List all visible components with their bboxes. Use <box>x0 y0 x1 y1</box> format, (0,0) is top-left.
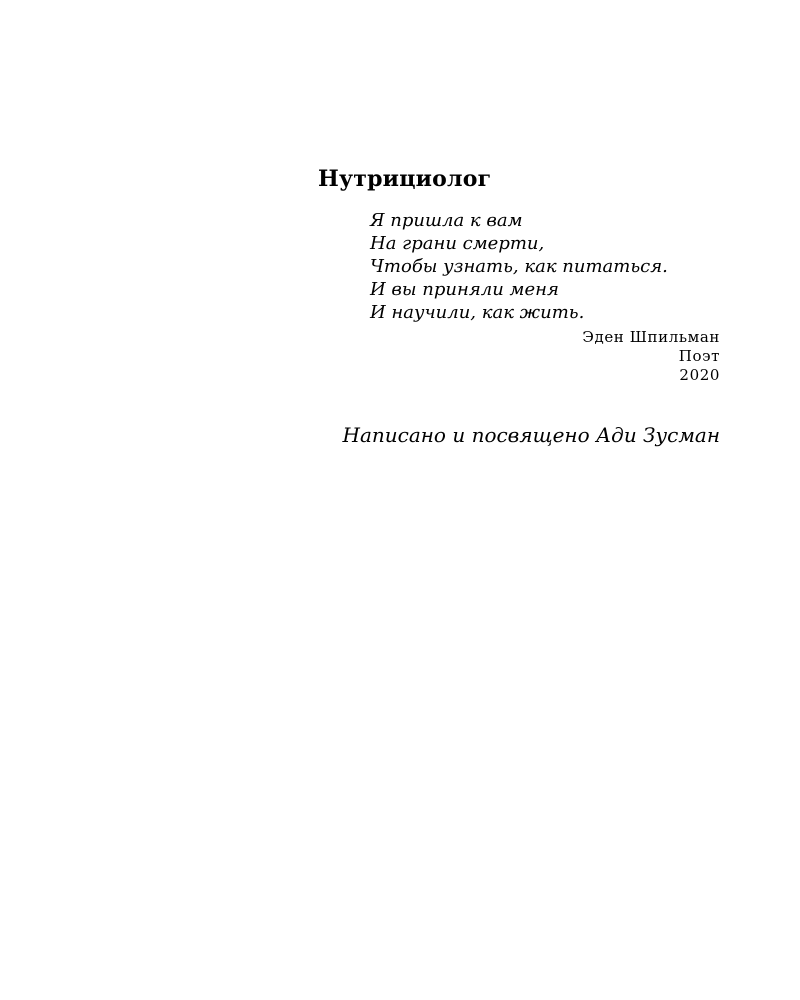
dedication-text: Написано и посвящено Ади Зусман <box>342 423 720 447</box>
poem-line: И научили, как жить. <box>370 302 585 323</box>
poem-title: Нутрициолог <box>318 166 492 192</box>
poem-line: Чтобы узнать, как питаться. <box>370 256 668 277</box>
poem-body <box>370 209 668 324</box>
poem-line: На грани смерти, <box>370 233 545 254</box>
signature-year: 2020 <box>679 366 720 384</box>
poem-line: И вы приняли меня <box>370 279 559 300</box>
signature-block <box>582 328 720 385</box>
signature-author: Эден Шпильман <box>582 328 720 346</box>
signature-role: Поэт <box>678 347 720 365</box>
poem-line: Я пришла к вам <box>370 210 523 231</box>
